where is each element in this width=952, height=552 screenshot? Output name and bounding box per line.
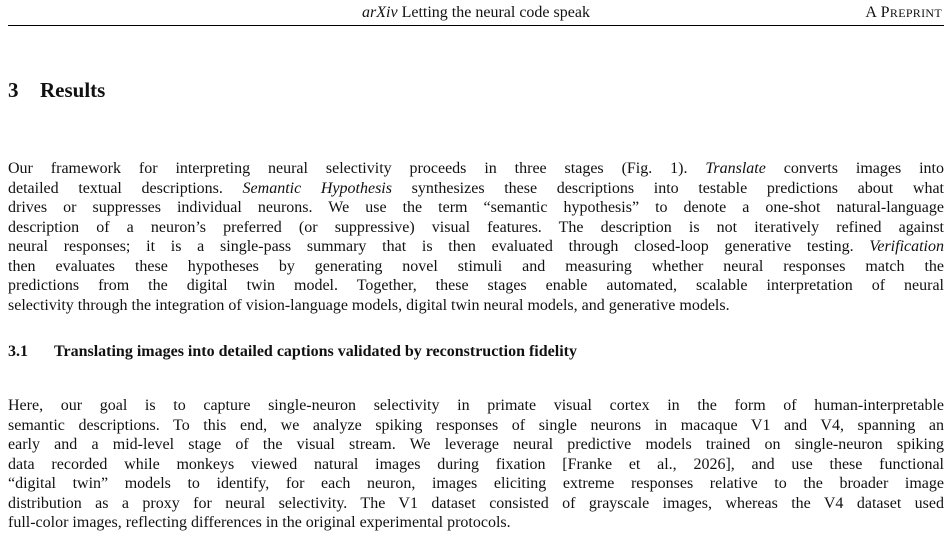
subsection-number: 3.1 bbox=[8, 343, 28, 360]
paragraph-line: data recorded while monkeys viewed natural images during fixation [Franke et al., 2026], and use these functional bbox=[8, 455, 944, 473]
running-title bbox=[8, 4, 944, 22]
paragraph-line: detailed textual descriptions. Semantic Hypothesis synthesizes these descriptions into testable predictions about what bbox=[8, 179, 945, 197]
paper-short-title: Letting the neural code speak bbox=[401, 4, 590, 21]
paragraph-line: neural responses; it is a single-pass summary that is then evaluated through closed-loop generative testing. Verification bbox=[8, 238, 944, 255]
paragraph-line: distribution as a proxy for neural selectivity. The V1 dataset consisted of grayscale images, whereas the V4 dataset used bbox=[8, 494, 944, 512]
paragraph-line: full-color images, reflecting differences in the original experimental protocols. bbox=[8, 514, 511, 531]
paragraph-line: selectivity through the integration of vision-language models, digital twin neural models, and generative models. bbox=[8, 296, 730, 314]
results-intro-paragraph bbox=[8, 159, 944, 315]
subsection-title: Translating images into detailed captions validated by reconstruction fidelity bbox=[54, 343, 577, 360]
journal-name: arXiv bbox=[362, 4, 398, 21]
section-heading bbox=[8, 78, 105, 103]
paragraph-line: predictions from the digital twin model. Together, these stages enable automated, scalable interpretation of neural bbox=[8, 277, 944, 294]
paragraph-line: Here, our goal is to capture single-neuron selectivity in primate visual cortex in the form of human-interpretable bbox=[8, 397, 944, 414]
subsection-heading bbox=[8, 343, 577, 361]
preprint-label-first: A P bbox=[865, 4, 890, 21]
paragraph-line: then evaluates these hypotheses by generating novel stimuli and measuring whether neural responses match the bbox=[8, 257, 944, 275]
preprint-label bbox=[865, 4, 942, 22]
paragraph-line: “digital twin” models to identify, for each neuron, images eliciting extreme responses relative to the broader image bbox=[8, 475, 944, 492]
paragraph-line: description of a neuron’s preferred (or suppressive) visual features. The description is not iteratively refined against bbox=[8, 218, 944, 236]
subsection-paragraph bbox=[8, 396, 944, 533]
running-header bbox=[8, 3, 944, 26]
paragraph-line: drives or suppresses individual neurons. We use the term “semantic hypothesis” to denote a one-shot natural-language bbox=[8, 199, 944, 216]
section-title: Results bbox=[40, 78, 106, 102]
paragraph-line: semantic descriptions. To this end, we analyze spiking responses of single neurons in macaque V1 and V4, spanning an bbox=[8, 416, 944, 434]
section-number: 3 bbox=[8, 78, 19, 102]
preprint-label-rest: REPRINT bbox=[889, 6, 942, 20]
paragraph-line: early and a mid-level stage of the visual stream. We leverage neural predictive models trained on single-neuron spiking bbox=[8, 436, 944, 453]
paragraph-line: Our framework for interpreting neural selectivity proceeds in three stages (Fig. 1). Translate converts images into bbox=[8, 160, 944, 177]
